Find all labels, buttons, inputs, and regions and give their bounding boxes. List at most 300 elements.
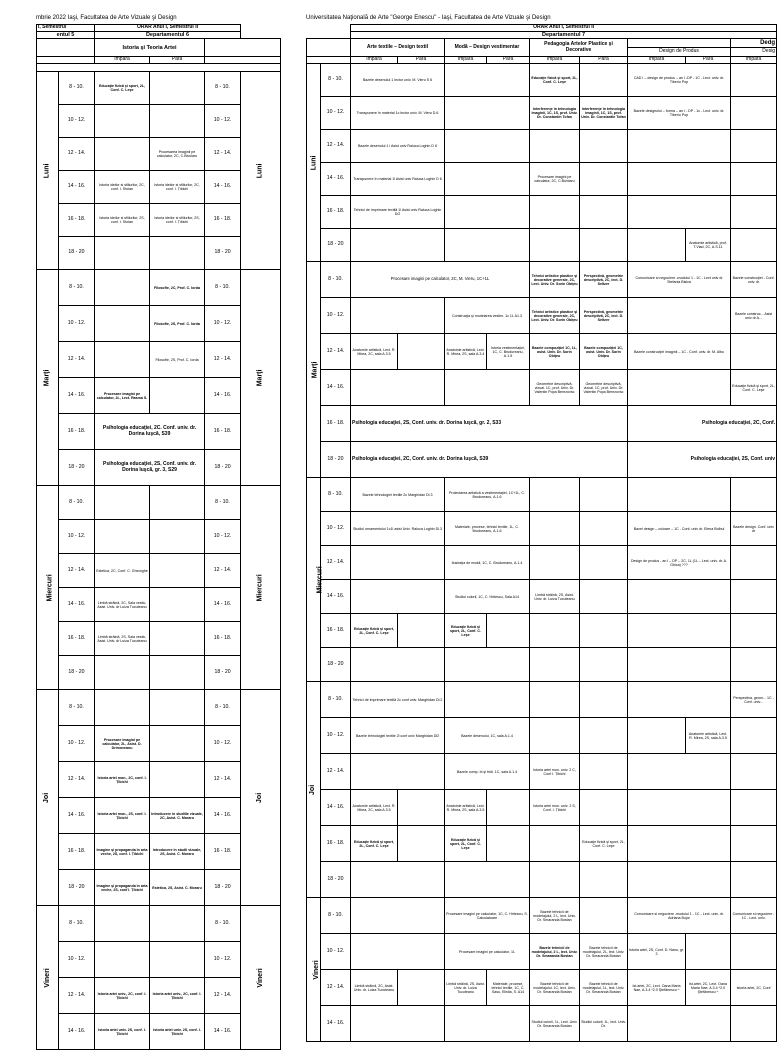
class-cell — [530, 130, 580, 163]
class-cell — [530, 196, 580, 229]
class-cell: Estetica, 2S, Asist. C. Moraru — [150, 870, 205, 906]
odd-week-label: Impară — [628, 57, 686, 64]
hour-cell: 8 - 10. — [321, 898, 351, 934]
class-cell — [95, 486, 150, 520]
class-cell: Tehnici de imprimare textilă 1l Asist univ Raluca Loghin D/2 — [351, 196, 445, 229]
day-tuesday-right: Marţi — [241, 270, 281, 486]
hour-cell: 16 - 18. — [59, 834, 95, 870]
class-cell — [580, 64, 628, 97]
even-week-label: Pară — [150, 57, 205, 64]
hour-cell: 18 - 20 — [321, 648, 351, 682]
class-cell — [580, 898, 628, 934]
class-cell — [628, 614, 731, 648]
class-cell: Proiectarea artistică a vestimentaţiei, 1C+1L, C. Brudureanu, A.1.6 — [445, 478, 530, 512]
class-cell: Filosofie, 2S, Prof. C. Iorda — [150, 306, 205, 342]
hour-cell: 14 - 16. — [321, 790, 351, 826]
day-friday-right: Vineri — [241, 906, 281, 1050]
hour-cell: 8 - 10. — [205, 690, 241, 726]
class-cell: Geometrie descriptivă, vizual. 1C, prof. Univ. Dr. Valentin Popa Berezovsc — [580, 370, 628, 406]
class-cell: Psihologia educaţiei, 2C, Conf. univ. dr. Dorina Iuşcă, S39 — [351, 442, 628, 478]
class-cell: Istoria ideilor si sfiilurilor, 2S, conf. I. Stoian — [95, 204, 150, 237]
blank-cell — [307, 39, 351, 57]
hour-cell: 18 - 20 — [321, 862, 351, 898]
class-cell: Limbă străină, 2C, Asist. Univ. dr. Luiza Tucuteanu — [351, 970, 398, 1006]
hour-cell: 8 - 10. — [321, 682, 351, 718]
class-cell — [95, 237, 150, 270]
class-cell: Bazele desenului 1 lector univ. M. Vieru S 6 — [351, 64, 445, 97]
class-cell: Tehnici artistice plastice şi decorative generale, 2C, Lect. Univ. Dr. Sorin Obiţeu — [530, 298, 580, 334]
class-cell: Comunicare si negociere - 1C - Lect. univ. — [731, 898, 777, 934]
class-cell: Istoria artei, 2S, Conf. D. Nanu, gr. 3 — [628, 934, 686, 970]
hour-cell: 14 - 16. — [321, 1006, 351, 1042]
class-cell: Procesare imagini pe calculator, 2L, Lect. Rasma S. — [95, 378, 150, 414]
class-cell — [530, 862, 580, 898]
class-cell — [628, 196, 731, 229]
class-cell — [628, 862, 731, 898]
class-cell: Educaţie fizică şi sport, 2L, Conf. C. Leşe — [351, 614, 398, 648]
class-cell: Educaţie fizică şi sport, 2L, Conf. C. Leşe — [731, 370, 777, 406]
class-cell: Bazele tehnologiei textile 2l conf univ Marghidan Dl2 — [351, 718, 445, 754]
hour-cell: 10 - 12. — [205, 942, 241, 978]
class-cell: Geometrie descriptivă, vizual. 1C, prof. Univ. Dr. Valentin Popa Berezovsc — [530, 370, 580, 406]
class-cell — [580, 229, 628, 262]
class-cell — [150, 105, 205, 138]
class-cell: Materiale, procese, tehnici textile, 1C, C. Sasu, Elistia, S. A14 — [487, 970, 530, 1006]
day-friday-left: Vineri — [37, 906, 59, 1050]
class-cell — [95, 105, 150, 138]
class-cell — [150, 762, 205, 798]
class-cell — [150, 554, 205, 588]
hour-cell: 12 - 14. — [59, 554, 95, 588]
hour-cell: 8 - 10. — [205, 72, 241, 105]
blank-cell — [307, 57, 351, 64]
class-cell: Filosofie, 2C, Prof. C. Iorda — [150, 270, 205, 306]
day-thursday: Joi — [307, 682, 321, 898]
class-cell — [731, 862, 777, 898]
class-cell: Bazele tehnicii de modelajului, 1L, lect. Univ. Dr. Smaranda Bostan — [580, 970, 628, 1006]
class-cell: Istoria ideilor si sfiilurilor, 2S, conf. I. Țibichi — [150, 204, 205, 237]
hour-cell: 12 - 14. — [321, 546, 351, 580]
blank-cell — [205, 39, 281, 57]
class-cell — [731, 229, 777, 262]
hour-cell: 8 - 10. — [59, 270, 95, 306]
class-cell: Studiul culorii, 1L, Lect. Univ. Dr. Smaranda Bostan — [530, 1006, 580, 1042]
class-cell — [530, 614, 580, 648]
class-cell — [731, 934, 777, 970]
class-cell — [530, 478, 580, 512]
class-cell — [628, 1006, 731, 1042]
hour-cell: 14 - 16. — [205, 171, 241, 204]
day-thursday-left: Joi — [37, 690, 59, 906]
schedule-title: ORAR Anul I, Semestrul II — [351, 25, 777, 32]
class-cell: Bazele desenului 1 l Asist univ Raluca Loghin D 6 — [351, 130, 445, 163]
day-tuesday-left: Marţi — [37, 270, 59, 486]
blank-cell — [37, 39, 95, 57]
class-cell — [445, 196, 530, 229]
class-cell: Comunicare si negociere -modulul 1 - 1C - Lect univ dr Stefania Bisica — [628, 262, 731, 298]
class-cell — [398, 970, 445, 1006]
class-cell: Educaţie fizică şi sport, 2L, Conf. C. Leşe — [580, 826, 628, 862]
class-cell — [95, 656, 150, 690]
class-cell: Istoria ideilor si sfiilurilor, 2C, conf. I. Țibichi — [150, 171, 205, 204]
class-cell: Istoria artei univ. 2S, conf. I. Țibichi — [150, 1014, 205, 1050]
hour-cell: 8 - 10. — [321, 478, 351, 512]
department-6-label: Departamentul 6 — [95, 32, 241, 39]
class-cell: Bazele compoziţiei 1C, asist. Univ. Dr. Sorin Obiţeu — [580, 334, 628, 370]
hour-cell: 14 - 16. — [205, 1014, 241, 1050]
class-cell — [351, 298, 445, 334]
class-cell — [628, 370, 731, 406]
odd-week-label: Impară — [95, 57, 150, 64]
class-cell — [150, 588, 205, 622]
schedule-title: ORAR Anul I, Semestrul II — [95, 25, 241, 32]
class-cell — [530, 718, 580, 754]
class-cell: Educaţie fizică şi sport, 2L, Conf. C. Leşe — [445, 826, 487, 862]
hour-cell: 18 - 20 — [59, 237, 95, 270]
class-cell — [150, 656, 205, 690]
class-cell — [731, 614, 777, 648]
class-cell — [731, 478, 777, 512]
hour-cell: 16 - 18. — [205, 204, 241, 237]
hour-cell: 10 - 12. — [205, 306, 241, 342]
class-cell — [731, 1006, 777, 1042]
class-cell — [731, 130, 777, 163]
col-textile: Arte textile – Design textil — [351, 39, 445, 57]
class-cell: Anatomie artistică, Lect. R. Mirea, 2S, sala A.3.5 — [686, 718, 731, 754]
class-cell — [150, 942, 205, 978]
hour-cell: 12 - 14. — [59, 978, 95, 1014]
hour-cell: 12 - 14. — [321, 754, 351, 790]
class-cell — [731, 580, 777, 614]
hour-cell: 12 - 14. — [59, 342, 95, 378]
hour-cell: 14 - 16. — [321, 370, 351, 406]
col-design-partial: Dedg — [731, 39, 777, 48]
class-cell — [150, 237, 205, 270]
class-cell: Bazele construcţiei - Conf. univ. dr — [731, 262, 777, 298]
class-cell — [628, 718, 686, 754]
class-cell: Educaţie fizică şi sport, 2L, Conf. C. Leşe — [445, 614, 487, 648]
department-7-label: Departamentul 7 — [351, 32, 777, 39]
class-cell — [445, 163, 530, 196]
class-cell: Anatomie artistică, prof. T.Vlad, 2C, A.S.11 — [686, 229, 731, 262]
class-cell: Istoria artei univ., 2C, conf. I. Țibichi — [150, 978, 205, 1014]
right-page-header: Universitatea Naţională de Arte "George Enescu" - Iaşi, Facultatea de Arte Vizuale şi Design — [306, 15, 551, 21]
left-schedule-table — [36, 24, 281, 1050]
hour-cell: 14 - 16. — [205, 588, 241, 622]
class-cell — [628, 130, 731, 163]
class-cell: Istoria artei mon., 2S, conf. I. Țibichi — [95, 798, 150, 834]
class-cell: Educaţie fizică şi sport, 2L, Conf. C. Leşe — [530, 64, 580, 97]
class-cell: Istoria artei univ., 2C, conf. I. Țibichi — [95, 978, 150, 1014]
hour-cell: 14 - 16. — [321, 580, 351, 614]
hour-cell: 14 - 16. — [59, 588, 95, 622]
class-cell — [731, 754, 777, 790]
class-cell: Perspectiva, geom... 1C - Conf. univ... — [731, 682, 777, 718]
right-schedule-table — [306, 24, 777, 1042]
class-cell — [731, 97, 777, 130]
class-cell — [351, 546, 445, 580]
class-cell — [445, 682, 530, 718]
class-cell — [487, 826, 530, 862]
hour-cell: 16 - 18. — [59, 414, 95, 450]
hour-cell: 8 - 10. — [59, 690, 95, 726]
class-cell: Educaţie fizică şi sport, 2L, Conf. C. Leşe — [351, 826, 398, 862]
hour-cell: 12 - 14. — [59, 762, 95, 798]
class-cell: Istoria artei mon. univ. 2 S, Conf. I. Țibichi — [530, 790, 580, 826]
class-cell — [95, 270, 150, 306]
department-5-label: entul 5 — [37, 32, 95, 39]
hour-cell: 14 - 16. — [205, 798, 241, 834]
class-cell — [580, 478, 628, 512]
hour-cell: 18 - 20 — [205, 870, 241, 906]
hour-cell: 10 - 12. — [321, 512, 351, 546]
class-cell — [351, 934, 445, 970]
class-cell — [731, 64, 777, 97]
col-design-partial-2: Desig — [731, 48, 777, 57]
class-cell — [580, 614, 628, 648]
class-cell: Bazele tehnicii de modelajului, 1C, lect. Univ. Dr. Smaranda Bostan — [530, 970, 580, 1006]
class-cell: Introducere în studii vizuale, 2S, Asist. C. Moraru — [150, 834, 205, 870]
hour-cell: 8 - 10. — [205, 486, 241, 520]
hour-cell: 10 - 12. — [205, 726, 241, 762]
class-cell — [445, 97, 530, 130]
odd-week-label: Impară — [351, 57, 398, 64]
class-cell: Ist.artei, 2C, Lect. Oana Maria Nae, A.3.4 *2.0 Ştefănescu ^ — [628, 970, 686, 1006]
class-cell — [686, 934, 731, 970]
class-cell — [150, 486, 205, 520]
class-cell — [580, 130, 628, 163]
class-cell: Procesarea imaginii pe calculator, 2C, C.Bivolaru — [150, 138, 205, 171]
class-cell: Tehnici artistice plastice şi decorative generale, 2C, Lect. Univ. Dr. Sorin Obiţeu — [530, 262, 580, 298]
class-cell — [351, 370, 445, 406]
class-cell: Materiale, procese, tehnici textile, 1L, C. Brudureanu, A.1.6 — [445, 512, 530, 546]
class-cell — [628, 163, 731, 196]
class-cell: Ilustraţia de modă, 1C, C. Brudureanu, A.1.4 — [445, 546, 530, 580]
class-cell: Limbă străină, 2S, Sala vestic, Asist. Univ. dr Luiza Tucuteanu — [95, 622, 150, 656]
class-cell: Bazele construc... Asist univ dr A... — [731, 298, 777, 334]
hour-cell: 16 - 18. — [59, 622, 95, 656]
hour-cell: 16 - 18. — [59, 204, 95, 237]
class-cell: Istoria artei mon. univ. 2 C, Conf I. Țibichi — [530, 754, 580, 790]
class-cell — [398, 334, 445, 370]
class-cell — [445, 64, 530, 97]
class-cell: Bazele tehnicii de modelajului, 2L, lect. Univ. Dr. Smaranda Bostan — [580, 934, 628, 970]
class-cell — [445, 229, 530, 262]
class-cell: Limbă străină, 2S, Asist. Univ. dr. Luiza Tucuteanu — [530, 580, 580, 614]
class-cell — [95, 138, 150, 171]
hour-cell: 12 - 14. — [205, 554, 241, 588]
class-cell: CAD I – design de produs – an I -DP - 1C - Lect. univ. dr. Tiberiu Pop — [628, 64, 731, 97]
class-cell — [628, 580, 731, 614]
class-cell: Comunicare si negociere -modulul 1 - 1C - Lect. univ. dr. Adriana Bujor — [628, 898, 731, 934]
hour-cell: 12 - 14. — [205, 138, 241, 171]
hour-cell: 8 - 10. — [205, 906, 241, 942]
class-cell: Bazele tehnicii de modelajului, 2 L, lect. Univ. Dr. Smaranda Bostan — [530, 898, 580, 934]
class-cell — [487, 614, 530, 648]
class-cell: Procesare imagini pe calculator, 2C, C.Bivolaru — [530, 163, 580, 196]
class-cell — [580, 718, 628, 754]
hour-cell: 16 - 18. — [321, 196, 351, 229]
class-cell: Imagine şi propaganda în arta veche, 2S, conf. I. Țibichi — [95, 834, 150, 870]
hour-cell: 18 - 20 — [205, 237, 241, 270]
blank-row — [37, 64, 281, 72]
class-cell — [580, 754, 628, 790]
class-cell — [530, 546, 580, 580]
class-cell: Psihologia educaţiei, 2S, Conf. univ. dr. Dorina Iuşcă, gr. 2, S33 — [351, 406, 628, 442]
class-cell: Perspectivă, geometrie descriptivă, 2C, lect. D. Seltzer — [580, 298, 628, 334]
class-cell — [580, 862, 628, 898]
class-cell: Bazele compoziţiei 1C, 1L, asist. Univ. Dr. Sorin Obiţeu — [530, 334, 580, 370]
class-cell: Filosofie, 2S, Prof. C. Iorda — [150, 342, 205, 378]
class-cell: Bazele comp. bi şi tridi. 1C, sala A.1.4 — [445, 754, 530, 790]
hour-cell: 16 - 18. — [205, 834, 241, 870]
hour-cell: 10 - 12. — [59, 726, 95, 762]
class-cell — [731, 163, 777, 196]
hour-cell: 10 - 12. — [59, 520, 95, 554]
class-cell: Educaţie fizică şi sport, 2L, Conf. C. Leşe — [95, 72, 150, 105]
class-cell — [445, 130, 530, 163]
class-cell — [731, 334, 777, 370]
hour-cell: 18 - 20 — [321, 229, 351, 262]
class-cell — [628, 754, 731, 790]
class-cell: Bazele tehnicii de modelajului, 2 L, lect. Univ. Dr. Smaranda Bostan — [530, 934, 580, 970]
hour-cell: 12 - 14. — [321, 970, 351, 1006]
hour-cell: 8 - 10. — [321, 64, 351, 97]
class-cell: Istoria artei mon., 2C, conf. I. Țibichi — [95, 762, 150, 798]
class-cell — [150, 520, 205, 554]
class-cell: Studiul culorii, 1C, C. Hritescu, Sala A14 — [445, 580, 530, 614]
class-cell: Psihologia educaţiei, 2S, Conf. univ — [628, 442, 777, 478]
class-cell: Limbă străină, 2S, Asist. Univ. dr. Luiza Tucuteanu — [445, 970, 487, 1006]
hour-cell: 8 - 10. — [59, 72, 95, 105]
even-week-label: Pară — [580, 57, 628, 64]
hour-cell: 18 - 20 — [321, 442, 351, 478]
hour-cell: 16 - 18. — [321, 614, 351, 648]
class-cell: Introducere în studiile vizuale, 2C, Asist. C. Moraru — [150, 798, 205, 834]
hour-cell: 10 - 12. — [321, 298, 351, 334]
hour-cell: 14 - 16. — [321, 163, 351, 196]
class-cell — [731, 718, 777, 754]
class-cell: Psihologia educaţiei, 2C. Conf. univ. dr. Dorina Iuşcă, S39 — [95, 414, 205, 450]
class-cell: Interferenţe în tehnologia imaginii, 1C, 1S, prof. Univ. Dr. Constantin Tofan — [580, 97, 628, 130]
hour-cell: 8 - 10. — [59, 486, 95, 520]
class-cell — [731, 790, 777, 826]
left-page-header: mbrie 2022 Iaşi, Facultatea de Arte Vizuale şi Design — [36, 15, 177, 21]
hour-cell: 16 - 18. — [205, 414, 241, 450]
hour-cell: 18 - 20 — [59, 450, 95, 486]
hour-cell: 18 - 20 — [205, 450, 241, 486]
class-cell — [398, 790, 445, 826]
class-cell — [530, 826, 580, 862]
class-cell — [628, 229, 686, 262]
class-cell — [95, 342, 150, 378]
col-product-design: Design de Produs — [628, 48, 731, 57]
class-cell — [150, 622, 205, 656]
class-cell — [580, 196, 628, 229]
hour-cell: 16 - 18. — [321, 406, 351, 442]
class-cell — [95, 520, 150, 554]
class-cell — [628, 826, 731, 862]
class-cell: Tehnici de imprimare textilă 2c conf univ. Marghidan Dl.2 — [351, 682, 445, 718]
class-cell — [530, 229, 580, 262]
class-cell: Imagine şi propaganda în arta veche, 2S, conf I. Țibichi — [95, 870, 150, 906]
hour-cell: 14 - 16. — [59, 378, 95, 414]
class-cell: Procesare imagini pe calculator, 1L — [445, 934, 530, 970]
class-cell: Bazele construcţiei imaginii – 1C - Conf. univ. dr. M. Albu — [628, 334, 731, 370]
day-wednesday: Miercuri — [307, 478, 321, 682]
odd-week-label: Impară — [731, 57, 777, 64]
class-cell — [445, 862, 530, 898]
day-tuesday: Marţi — [307, 262, 321, 478]
class-cell — [731, 196, 777, 229]
class-cell: Construcţia şi modelarea vestim. 1c 1L A1.3 — [445, 298, 530, 334]
hour-cell: 12 - 14. — [59, 138, 95, 171]
class-cell — [580, 512, 628, 546]
class-cell: Limbă străină, 2C, Sala vestic, Asist. Univ. dr Luiza Tucuteanu — [95, 588, 150, 622]
class-cell — [150, 378, 205, 414]
hour-cell: 10 - 12. — [59, 306, 95, 342]
hour-cell: 12 - 14. — [205, 762, 241, 798]
hour-cell: 18 - 20 — [205, 656, 241, 690]
class-cell: Bazele desenului, 1C, sala A.1.4 — [445, 718, 530, 754]
even-week-label: Pară — [686, 57, 731, 64]
class-cell: Procesare imagini pe calculator, 1C, C. Hritescu, S. Calculatoare — [445, 898, 530, 934]
class-cell — [351, 1006, 445, 1042]
class-cell: Procesare imagini pe calculator, 2L, Asist. D. Drimoveanu — [95, 726, 150, 762]
hour-cell: 8 - 10. — [321, 262, 351, 298]
class-cell — [445, 648, 530, 682]
class-cell: Bazele design. Conf. univ dr — [731, 512, 777, 546]
class-cell: Anatomie artistică, Lect. R. Mirea, 2S, sala A.3.4 — [445, 334, 487, 370]
class-cell: Bazei design – culoare – 1C - Conf. univ dr. Elena Bolbul — [628, 512, 731, 546]
class-cell: Psihologia educaţiei, 2S, Conf. univ. dr. Dorina Iuşcă, gr. 3, S29 — [95, 450, 205, 486]
class-cell: Anatomie artistică, Lect. R. Mirea, 2C, sala A.3.5 — [351, 334, 398, 370]
class-cell: Design de produs - an I – DP – 2C, 1L (1L – Lect. univ. dr. A. Ghica) ??? — [628, 546, 731, 580]
class-cell: Perspectivă, geometrie descriptivă, 2C, lect. D. Seltzer — [580, 262, 628, 298]
section-title: Istoria şi Teoria Artei — [95, 39, 205, 57]
day-monday-left: Luni — [37, 72, 59, 270]
class-cell — [351, 580, 445, 614]
class-cell — [487, 790, 530, 826]
class-cell — [95, 690, 150, 726]
class-cell — [628, 478, 731, 512]
hour-cell: 10 - 12. — [205, 520, 241, 554]
hour-cell: 10 - 12. — [321, 97, 351, 130]
class-cell — [530, 648, 580, 682]
even-week-label: Pară — [487, 57, 530, 64]
hour-cell: 10 - 12. — [321, 718, 351, 754]
day-wednesday-left: Miercuri — [37, 486, 59, 690]
odd-week-label: Impară — [530, 57, 580, 64]
blank-cell — [37, 57, 95, 64]
day-friday: Vineri — [307, 898, 321, 1042]
hour-cell: 10 - 12. — [59, 942, 95, 978]
class-cell — [351, 898, 445, 934]
class-cell: Ist.artei, 2C, Lect. Oana Maria Nae, A.3.4 *2.0 Ştefănescu ^ — [686, 970, 731, 1006]
odd-week-label: Impară — [445, 57, 487, 64]
class-cell — [731, 546, 777, 580]
day-thursday-right: Joi — [241, 690, 281, 906]
class-cell — [628, 790, 731, 826]
class-cell: Anatomie artistică, Lect. R. Mirea, 2C, sala A.3.5 — [351, 790, 398, 826]
hour-cell: 8 - 10. — [59, 906, 95, 942]
class-cell: Estetica, 2C, Conf. C. Gheorghe — [95, 554, 150, 588]
blank-cell — [205, 57, 281, 64]
class-cell: Bazele designului – forma – an I - DP - 1c - Lect. univ. dr. Tiberiu Pop — [628, 97, 731, 130]
hour-cell: 12 - 14. — [205, 978, 241, 1014]
hour-cell: 12 - 14. — [205, 342, 241, 378]
hour-cell: 14 - 16. — [59, 171, 95, 204]
